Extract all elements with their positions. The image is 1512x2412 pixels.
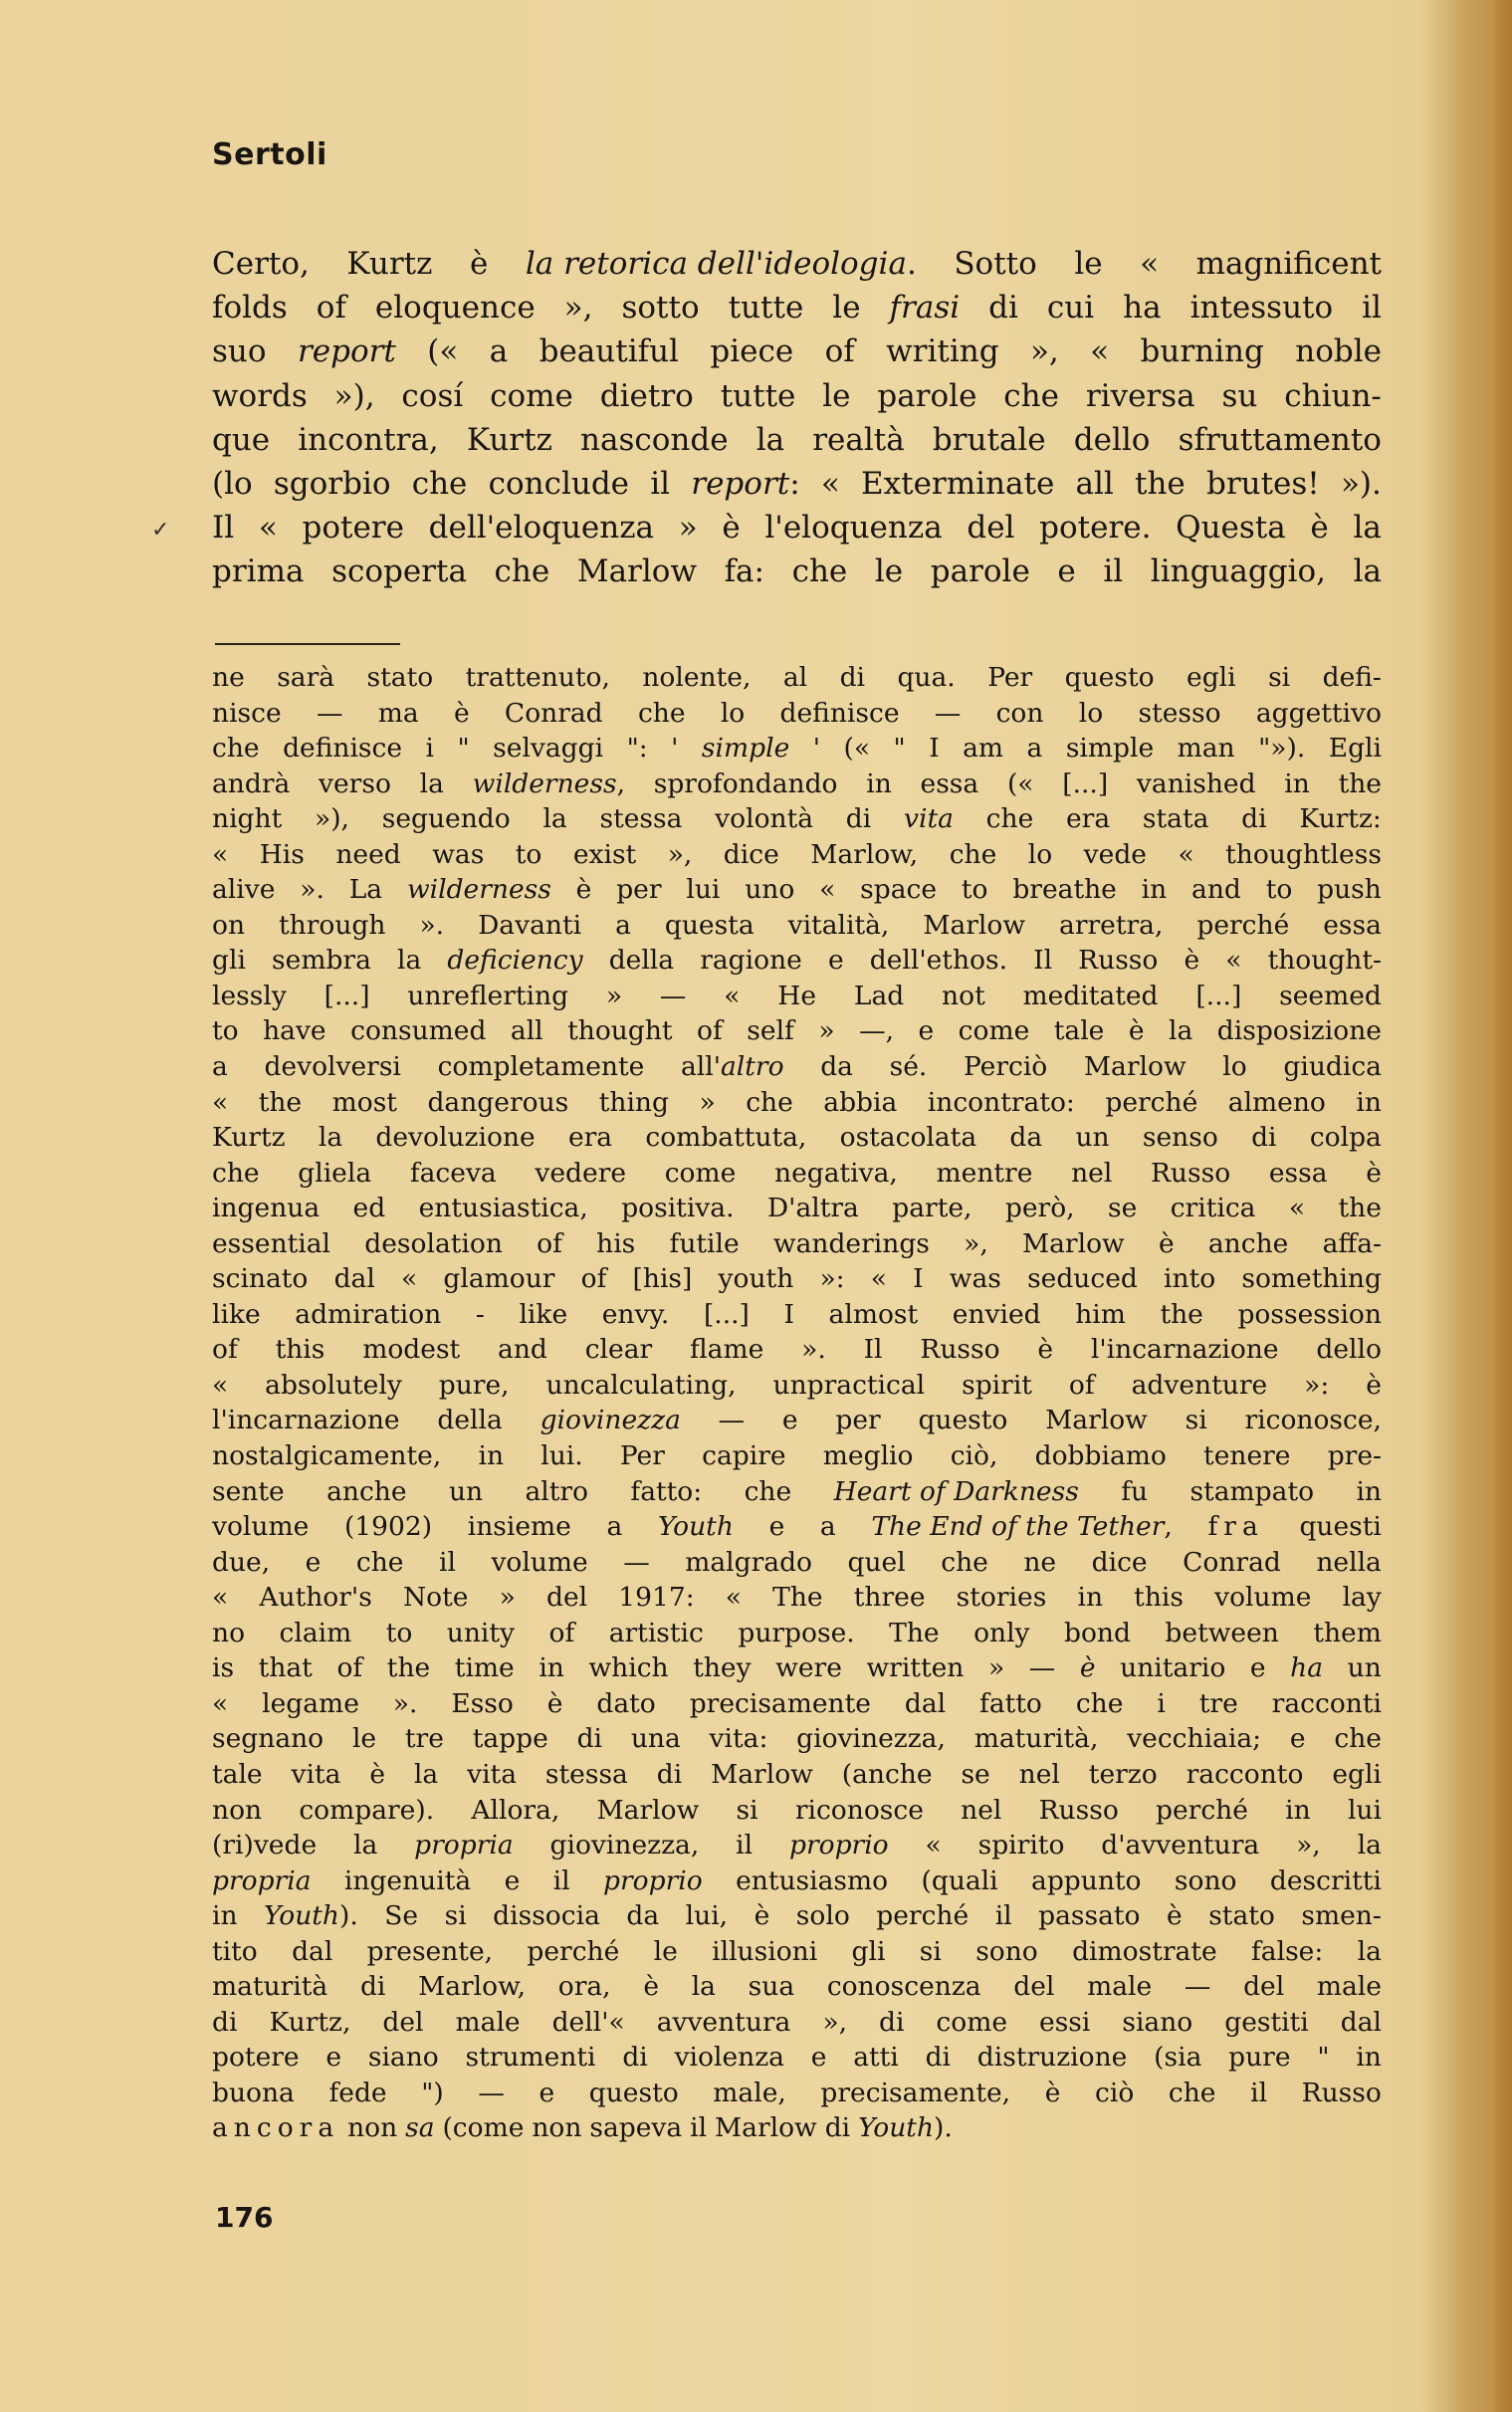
text-line: Certo, Kurtz è la retorica dell'ideologia. Sotto le « magnificent [212,246,1382,282]
text-line: prima scoperta che Marlow fa: che le parole e il linguaggio, la [212,553,1382,590]
text-line: « His need was to exist », dice Marlow, che lo vede « thoughtless [212,838,1382,870]
page-number: 176 [215,2201,274,2234]
text-line: Il « potere dell'eloquenza » è l'eloquenza del potere. Questa è la [212,510,1382,547]
text-line: in Youth). Se si dissocia da lui, è solo perché il passato è stato smen- [212,1900,1382,1932]
text-line: l'incarnazione della giovinezza — e per questo Marlow si riconosce, [212,1405,1382,1436]
text-line: of this modest and clear flame ». Il Russo è l'incarnazione dello [212,1334,1382,1366]
text-line: que incontra, Kurtz nasconde la realtà brutale dello sfruttamento [212,421,1382,458]
text-line: is that of the time in which they were written » — è unitario e ha un [212,1652,1382,1684]
text-line: night »), seguendo la stessa volontà di vita che era stata di Kurtz: [212,803,1382,835]
text-line: buona fede ") — e questo male, precisamente, è ciò che il Russo [212,2077,1382,2108]
text-line: gli sembra la deficiency della ragione e dell'ethos. Il Russo è « thought- [212,945,1382,977]
text-line: segnano le tre tappe di una vita: giovinezza, maturità, vecchiaia; e che [212,1723,1382,1755]
running-head: Sertoli [212,137,327,172]
text-line: « Author's Note » del 1917: « The three stories in this volume lay [212,1582,1382,1614]
text-line: folds of eloquence », sotto tutte le frasi di cui ha intessuto il [212,290,1382,327]
text-line: scinato dal « glamour of [his] youth »: « I was seduced into something [212,1263,1382,1295]
text-line: ingenua ed entusiastica, positiva. D'altra parte, però, se critica « the [212,1193,1382,1224]
text-line: andrà verso la wilderness, sprofondando in essa (« [...] vanished in the [212,767,1382,799]
text-line: volume (1902) insieme a Youth e a The End of the Tether, fra questi [212,1511,1382,1543]
text-line: lessly [...] unreflerting » — « He Lad not meditated [...] seemed [212,980,1382,1011]
text-line: nisce — ma è Conrad che lo definisce — con lo stesso aggettivo [212,697,1382,729]
text-line: ancora non sa (come non sapeva il Marlow di Youth). [212,2112,953,2144]
text-line: words »), cosí come dietro tutte le parole che riversa su chiun- [212,377,1382,414]
text-line: potere e siano strumenti di violenza e atti di distruzione (sia pure " in [212,2042,1382,2074]
text-line: tito dal presente, perché le illusioni gli si sono dimostrate false: la [212,1935,1382,1967]
text-line: « legame ». Esso è dato precisamente dal fatto che i tre racconti [212,1687,1382,1719]
text-line: Kurtz la devoluzione era combattuta, ostacolata da un senso di colpa [212,1122,1382,1154]
text-line: like admiration - like envy. [...] I almost envied him the possession [212,1298,1382,1330]
margin-mark: ✓ [151,518,170,543]
text-line: che gliela faceva vedere come negativa, mentre nel Russo essa è [212,1157,1382,1189]
text-line: ne sarà stato trattenuto, nolente, al di qua. Per questo egli si defi- [212,662,1382,693]
text-line: alive ». La wilderness è per lui uno « space to breathe in and to push [212,874,1382,906]
text-line: « absolutely pure, uncalculating, unpractical spirit of adventure »: è [212,1369,1382,1401]
footnote-rule [215,643,400,645]
text-line: non compare). Allora, Marlow si riconosce nel Russo perché in lui [212,1794,1382,1826]
footnote-block [212,660,1382,2146]
text-line: on through ». Davanti a questa vitalità, Marlow arretra, perché essa [212,909,1382,941]
text-line: propria ingenuità e il proprio entusiasmo (quali appunto sono descritti [212,1864,1382,1896]
text-line: to have consumed all thought of self » —, e come tale è la disposizione [212,1015,1382,1047]
text-line: due, e che il volume — malgrado quel che ne dice Conrad nella [212,1546,1382,1578]
text-line: « the most dangerous thing » che abbia incontrato: perché almeno in [212,1086,1382,1118]
text-line: tale vita è la vita stessa di Marlow (anche se nel terzo racconto egli [212,1758,1382,1790]
text-line: no claim to unity of artistic purpose. The only bond between them [212,1617,1382,1648]
text-line: maturità di Marlow, ora, è la sua conoscenza del male — del male [212,1971,1382,2003]
text-line: nostalgicamente, in lui. Per capire meglio ciò, dobbiamo tenere pre- [212,1440,1382,1472]
text-line: suo report (« a beautiful piece of writing », « burning noble [212,333,1382,370]
text-line: a devolversi completamente all'altro da sé. Perciò Marlow lo giudica [212,1051,1382,1083]
text-line: essential desolation of his futile wanderings », Marlow è anche affa- [212,1227,1382,1259]
text-line: (ri)vede la propria giovinezza, il proprio « spirito d'avventura », la [212,1830,1382,1862]
text-line: (lo sgorbio che conclude il report: « Exterminate all the brutes! »). [212,466,1382,503]
text-line: di Kurtz, del male dell'« avventura », di come essi siano gestiti dal [212,2006,1382,2038]
text-line: sente anche un altro fatto: che Heart of Darkness fu stampato in [212,1475,1382,1507]
text-line: che definisce i " selvaggi ": ' simple ' (« " I am a simple man "»). Egli [212,733,1382,765]
page-edge [1492,0,1512,2412]
main-paragraph [212,242,1382,594]
